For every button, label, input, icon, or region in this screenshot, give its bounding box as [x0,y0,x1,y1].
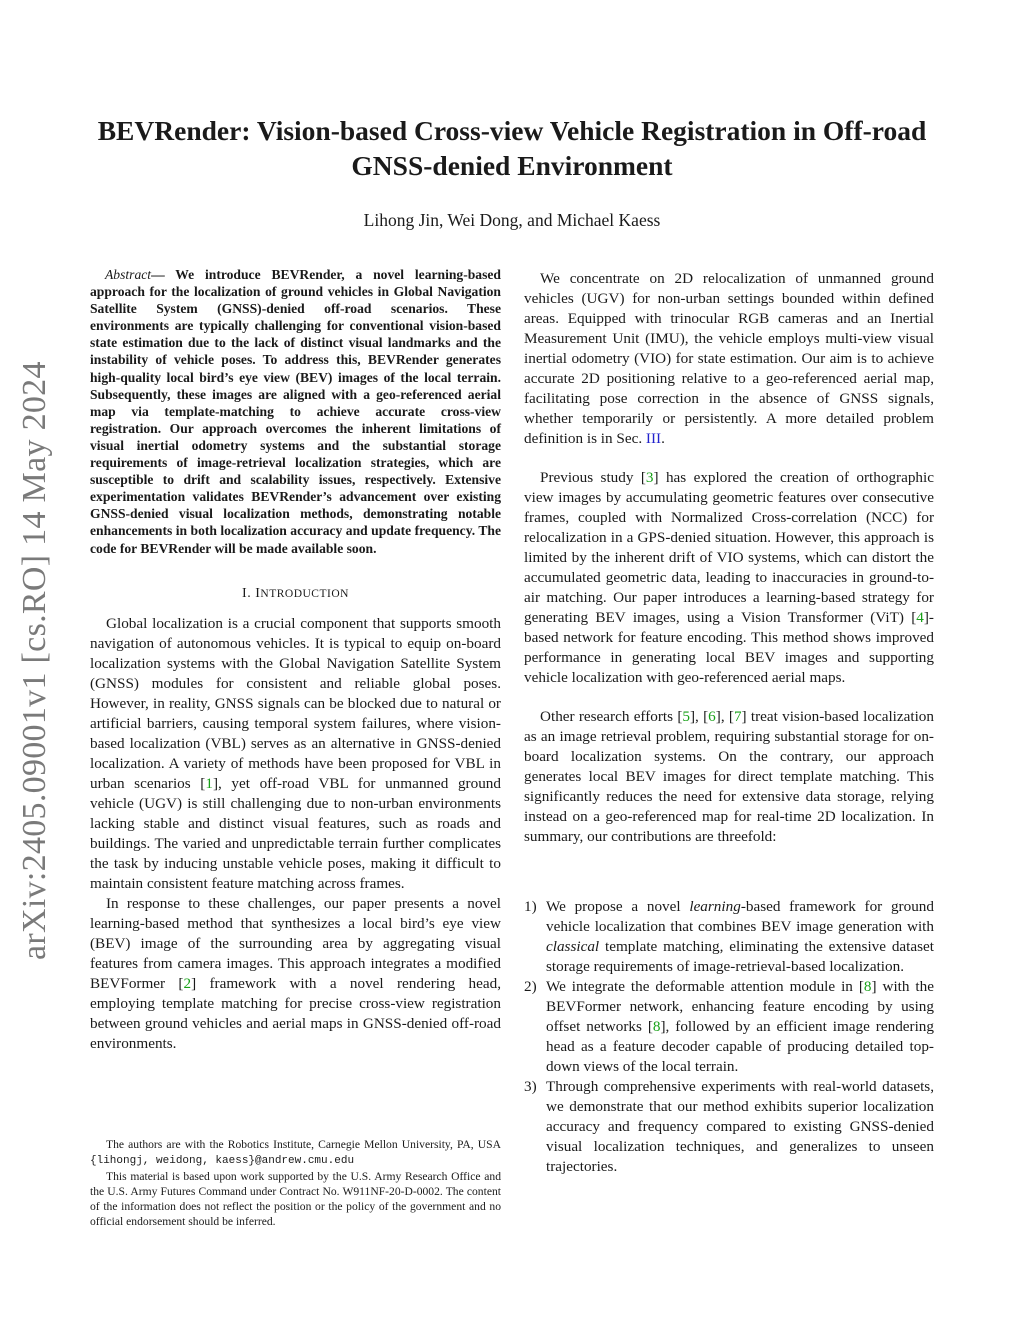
author-list: Lihong Jin, Wei Dong, and Michael Kaess [363,210,661,230]
paper-title: BEVRender: Vision-based Cross-view Vehicle Registration in Off-road GNSS-denied Environment [97,115,927,181]
right-column [524,269,934,1177]
text-run: ], yet off-road VBL for unmanned ground vehicle (UGV) is still challenging due to non-urban environments lacking stable and distinct visual features, such as roads and buildings. The varied and unpredictable terrain further complicates the task by inducing unstable vehicle poses, making it difficult to maintain consistent feature matching across frames. [90,774,501,892]
section-reference-link[interactable]: III [645,430,662,447]
text-run: template matching, eliminating the extensive dataset storage requirements of image-retrieval-based localization. [546,938,934,975]
citation-link[interactable]: 8 [652,1018,661,1035]
abstract-dash: — [151,267,165,282]
footnote-funding: This material is based upon work supported by the U.S. Army Research Office and the U.S. Army Futures Command under Contract No. W911NF-20-D-0002. The content of the information does not reflect the position or the policy of the government and no official endorsement should be inferred. [90,1170,501,1228]
text-run: The authors are with the Robotics Institute, Carnegie Mellon University, PA, USA [106,1138,501,1151]
citation-link[interactable]: 6 [708,708,716,725]
arxiv-identifier: arXiv:2405.09001v1 [cs.RO] 14 May 2024 [16,361,53,960]
text-run: ], [ [715,708,734,725]
citation-link[interactable]: 4 [916,609,924,626]
author-emails: {lihongj, weidong, kaess}@andrew.cmu.edu [90,1155,355,1167]
text-run: -based framework for ground vehicle localization that combines BEV image generation with [546,898,934,935]
section-initial: I [255,585,261,601]
section-heading-introduction [90,584,501,604]
citation-link[interactable]: 5 [682,708,690,725]
list-number: 1) [524,898,537,915]
text-run: In response to these challenges, our paper presents a novel learning-based method that synthesizes a local bird’s eye view (BEV) image of the surrounding area by aggregating visual features from camera images. This approach integrates a modified BEVFormer [ [90,894,501,992]
abstract [90,266,501,557]
text-run: We concentrate on 2D relocalization of unmanned ground vehicles (UGV) for non-urban settings bounded within defined areas. Equipped with trinocular RGB cameras and an Inertial Measurement Unit (IMU), the vehicle employs multi-view visual inertial odometry (VIO) for state estimation. Our aim is to achieve accurate 2D positioning relative to a geo-referenced aerial map, facilitating pose correction in the absence of GNSS signals, whether temporarily or persistently. A more detailed problem definition is in Sec. [524,270,934,447]
right-paragraph-3 [524,707,934,847]
citation-link[interactable]: 2 [183,974,192,992]
section-number: I. [242,585,256,601]
citation-link[interactable]: 3 [645,469,654,486]
footnote [90,1137,501,1229]
citation-link[interactable]: 1 [205,774,213,792]
text-run: Other research efforts [ [540,708,683,725]
text-run: ], followed by an efficient image rendering head as a feature decoder capable of producing detailed top-down views of the local terrain. [546,1018,934,1075]
text-run: ] with the BEVFormer network, enhancing feature encoding by using offset networks [ [546,978,934,1035]
text-run: ] has explored the creation of orthographic view images by accumulating geometric features over consecutive frames, coupled with Normalized Cross-correlation (NCC) for relocalization in a GPS-denied situation. However, this approach is limited by the inherent drift of VIO systems, which can distort the accumulated geometric data, leading to inaccuracies in ground-to-air matching. Our paper introduces a learning-based strategy for generating BEV images, using a Vision Transformer (ViT) [ [524,469,934,626]
text-run: We propose a novel [546,898,690,915]
text-run: Global localization is a crucial component that supports smooth navigation of autonomous vehicles. It is typical to equip on-board localization systems with the Global Navigation Satellite System (GNSS) modules for consistent and reliable global poses. However, in reality, GNSS signals can be blocked due to natural or artificial barriers, causing temporal system failures, where vision-based localization (VBL) serves as an alternative in GNSS-denied localization. A variety of methods have been proposed for VBL in urban scenarios [ [90,614,501,792]
right-paragraph-1 [524,269,934,449]
citation-link[interactable]: 7 [733,708,742,725]
left-column [90,266,501,1054]
text-run: ], [ [689,708,709,725]
text-run: ]-based network for feature encoding. This method shows improved performance in generating local BEV images and supporting vehicle localization with geo-referenced aerial maps. [524,609,934,686]
text-run: We integrate the deformable attention module in [ [546,978,864,995]
contribution-item-1 [524,897,934,977]
emphasis: classical [546,938,600,955]
list-number: 3) [524,1078,537,1095]
abstract-label: Abstract [105,267,152,282]
abstract-text: We introduce BEVRender, a novel learning-based approach for the localization of ground vehicles in Global Navigation Satellite System (GNSS)-denied off-road scenarios. These environments are typically challenging for conventional vision-based state estimation due to the lack of distinct visual landmarks and the instability of vehicle poses. To address this, BEVRender generates high-quality local bird’s eye view (BEV) images of the local terrain. Subsequently, these images are aligned with a geo-referenced aerial map via template-matching to achieve accurate cross-view registration. Our approach overcomes the inherent limitations of visual inertial odometry systems and the substantial storage requirements of image-retrieval localization strategies, which are susceptible to drift and scalability issues, respectively. Extensive experimentation validates BEVRender’s advancement over existing GNSS-denied visual localization methods, demonstrating notable enhancements in both localization accuracy and update frequency. The code for BEVRender will be made available soon. [90,267,501,556]
text-run: Through comprehensive experiments with real-world datasets, we demonstrate that our method exhibits superior localization accuracy and frequency compared to existing GNSS-denied visual localization techniques, and generalizes to unseen trajectories. [546,1078,934,1175]
section-title-smallcaps: NTRODUCTION [260,587,349,600]
contribution-list [524,897,934,1177]
contribution-item-2 [524,977,934,1077]
text-run: ] treat vision-based localization as an image retrieval problem, requiring substantial storage for on-board localization systems. On the contrary, our approach generates local BEV images for direct template matching. This significantly reduces the need for extensive data storage, relying instead on a geo-referenced map for real-time 2D localization. In summary, our contributions are threefold: [524,708,934,845]
text-run: . [661,430,665,447]
citation-link[interactable]: 8 [863,978,872,995]
text-run: ] framework with a novel rendering head, employing template matching for precise cross-view registration between ground vehicles and aerial maps in GNSS-denied off-road environments. [90,974,501,1052]
intro-paragraph-1 [90,614,501,894]
intro-paragraph-2 [90,894,501,1054]
right-paragraph-2 [524,468,934,688]
emphasis: learning [689,898,741,915]
list-number: 2) [524,978,537,995]
text-run: Previous study [ [540,469,646,486]
footnote-affiliation [90,1137,501,1169]
contribution-item-3 [524,1077,934,1177]
